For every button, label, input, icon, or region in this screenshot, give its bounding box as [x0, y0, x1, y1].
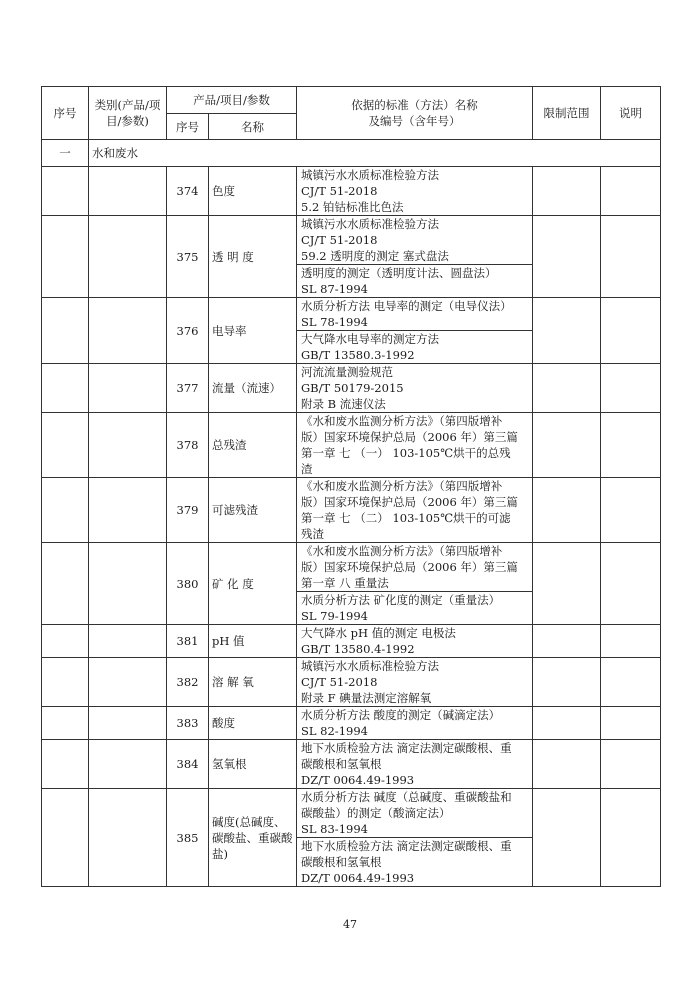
standard-line: 附录 B 流速仪法 — [301, 397, 386, 411]
standard-line: 地下水质检验方法 滴定法测定碳酸根、重 — [301, 839, 512, 853]
standard-cell — [297, 592, 533, 625]
note-cell — [601, 478, 661, 543]
item-name: 溶 解 氧 — [209, 658, 297, 707]
category-cell — [89, 298, 167, 364]
header-seq: 序号 — [42, 87, 89, 140]
category-cell — [89, 216, 167, 298]
item-number: 382 — [167, 658, 209, 707]
standard-line: SL 83-1994 — [301, 822, 368, 836]
standard-line: CJ/T 51-2018 — [301, 675, 378, 689]
header-standard-line2: 及编号（含年号） — [368, 114, 461, 128]
standard-cell — [297, 265, 533, 298]
standard-line: 版）国家环境保护总局（2006 年）第三篇 — [301, 430, 518, 444]
item-number: 384 — [167, 740, 209, 789]
standard-line: 版）国家环境保护总局（2006 年）第三篇 — [301, 495, 518, 509]
note-cell — [601, 364, 661, 413]
standard-cell — [297, 478, 533, 543]
item-name: 碱度(总碱度、碳酸盐、重碳酸盐) — [209, 789, 297, 887]
standard-cell — [297, 625, 533, 658]
limit-cell — [533, 625, 601, 658]
header-standard — [297, 87, 533, 140]
item-name: 氢氧根 — [209, 740, 297, 789]
item-number: 379 — [167, 478, 209, 543]
standard-cell — [297, 331, 533, 364]
header-standard-line1: 依据的标准（方法）名称 — [351, 98, 478, 112]
limit-cell — [533, 789, 601, 887]
standard-cell — [297, 838, 533, 887]
standard-line: 水质分析方法 矿化度的测定（重量法） — [301, 593, 501, 607]
standard-line: DZ/T 0064.49-1993 — [301, 871, 415, 885]
item-number: 380 — [167, 543, 209, 625]
standard-cell — [297, 740, 533, 789]
header-product-group: 产品/项目/参数 — [167, 87, 297, 114]
table-row — [42, 413, 661, 478]
item-number: 376 — [167, 298, 209, 364]
limit-cell — [533, 658, 601, 707]
note-cell — [601, 543, 661, 625]
limit-cell — [533, 543, 601, 625]
item-name: 总残渣 — [209, 413, 297, 478]
standard-line: DZ/T 0064.49-1993 — [301, 773, 415, 787]
table-row — [42, 658, 661, 707]
seq-cell — [42, 413, 89, 478]
category-cell — [89, 625, 167, 658]
standard-line: 第一章 七 （一） 103-105℃烘干的总残 — [301, 446, 511, 460]
standard-line: 《水和废水监测分析方法》（第四版增补 — [301, 544, 503, 558]
standard-line: 渣 — [301, 462, 313, 476]
seq-cell — [42, 298, 89, 364]
item-number: 378 — [167, 413, 209, 478]
standard-cell — [297, 167, 533, 216]
table-row — [42, 298, 661, 331]
table-row — [42, 740, 661, 789]
page-number: 47 — [343, 918, 357, 931]
table-row — [42, 625, 661, 658]
standard-line: CJ/T 51-2018 — [301, 184, 378, 198]
standard-line: 大气降水 pH 值的测定 电极法 — [301, 626, 456, 640]
standard-cell — [297, 707, 533, 740]
note-cell — [601, 789, 661, 887]
standard-line: 水质分析方法 酸度的测定（碱滴定法） — [301, 708, 501, 722]
standard-line: 碳酸根和氢氧根 — [301, 757, 382, 771]
item-name: 酸度 — [209, 707, 297, 740]
seq-cell — [42, 216, 89, 298]
standards-table — [41, 86, 661, 887]
standard-line: 版）国家环境保护总局（2006 年）第三篇 — [301, 560, 518, 574]
item-name: 可滤残渣 — [209, 478, 297, 543]
standard-cell — [297, 298, 533, 331]
standard-line: SL 79-1994 — [301, 609, 368, 623]
seq-cell — [42, 478, 89, 543]
table-row — [42, 478, 661, 543]
section-label: 水和废水 — [89, 140, 661, 167]
item-number: 377 — [167, 364, 209, 413]
table-row — [42, 543, 661, 592]
category-cell — [89, 707, 167, 740]
standard-line: 透明度的测定（透明度计法、圆盘法） — [301, 266, 497, 280]
note-cell — [601, 740, 661, 789]
category-cell — [89, 167, 167, 216]
seq-cell — [42, 707, 89, 740]
table-row — [42, 789, 661, 838]
seq-cell — [42, 543, 89, 625]
standard-cell — [297, 216, 533, 265]
limit-cell — [533, 364, 601, 413]
header-note: 说明 — [601, 87, 661, 140]
header-name: 名称 — [209, 114, 297, 140]
limit-cell — [533, 413, 601, 478]
header-limit: 限制范围 — [533, 87, 601, 140]
standard-line: 城镇污水水质标准检验方法 — [301, 659, 439, 673]
standard-line: 水质分析方法 电导率的测定（电导仪法） — [301, 299, 512, 313]
item-name: pH 值 — [209, 625, 297, 658]
standard-line: 附录 F 碘量法测定溶解氧 — [301, 691, 432, 705]
standard-cell — [297, 364, 533, 413]
item-number: 375 — [167, 216, 209, 298]
category-cell — [89, 740, 167, 789]
standard-line: 《水和废水监测分析方法》（第四版增补 — [301, 479, 503, 493]
standard-line: 水质分析方法 碱度（总碱度、重碳酸盐和 — [301, 790, 512, 804]
standard-line: 第一章 八 重量法 — [301, 576, 389, 590]
standard-cell — [297, 543, 533, 592]
category-cell — [89, 789, 167, 887]
limit-cell — [533, 216, 601, 298]
standard-line: CJ/T 51-2018 — [301, 233, 378, 247]
item-number: 374 — [167, 167, 209, 216]
standard-line: SL 78-1994 — [301, 315, 368, 329]
seq-cell — [42, 167, 89, 216]
table-body — [42, 140, 661, 887]
item-number: 383 — [167, 707, 209, 740]
standard-line: 《水和废水监测分析方法》（第四版增补 — [301, 414, 503, 428]
standard-line: GB/T 13580.4-1992 — [301, 642, 415, 656]
standard-line: 地下水质检验方法 滴定法测定碳酸根、重 — [301, 741, 512, 755]
standard-line: GB/T 50179-2015 — [301, 381, 404, 395]
category-cell — [89, 413, 167, 478]
item-name: 透 明 度 — [209, 216, 297, 298]
standard-line: GB/T 13580.3-1992 — [301, 348, 415, 362]
table-row — [42, 364, 661, 413]
standard-line: 碳酸盐）的测定（酸滴定法） — [301, 806, 451, 820]
standard-line: 河流流量测验规范 — [301, 365, 393, 379]
standard-line: 碳酸根和氢氧根 — [301, 855, 382, 869]
section-row — [42, 140, 661, 167]
category-cell — [89, 658, 167, 707]
seq-cell — [42, 625, 89, 658]
item-name: 电导率 — [209, 298, 297, 364]
standard-line: 第一章 七 （二） 103-105℃烘干的可滤 — [301, 511, 511, 525]
category-cell — [89, 478, 167, 543]
standard-line: 大气降水电导率的测定方法 — [301, 332, 439, 346]
note-cell — [601, 167, 661, 216]
table-row — [42, 707, 661, 740]
note-cell — [601, 625, 661, 658]
standard-line: 残渣 — [301, 527, 324, 541]
standard-cell — [297, 658, 533, 707]
seq-cell — [42, 364, 89, 413]
standard-cell — [297, 789, 533, 838]
table-row — [42, 216, 661, 265]
standard-line: SL 87-1994 — [301, 282, 368, 296]
note-cell — [601, 413, 661, 478]
standard-line: 城镇污水水质标准检验方法 — [301, 168, 439, 182]
note-cell — [601, 658, 661, 707]
category-cell — [89, 364, 167, 413]
standard-line: 59.2 透明度的测定 塞式盘法 — [301, 249, 449, 263]
note-cell — [601, 298, 661, 364]
seq-cell — [42, 740, 89, 789]
standard-cell — [297, 413, 533, 478]
item-name: 矿 化 度 — [209, 543, 297, 625]
item-name: 流量（流速） — [209, 364, 297, 413]
seq-cell — [42, 658, 89, 707]
limit-cell — [533, 478, 601, 543]
section-index: 一 — [42, 140, 89, 167]
limit-cell — [533, 707, 601, 740]
limit-cell — [533, 167, 601, 216]
header-category: 类别(产品/项目/参数) — [89, 87, 167, 140]
note-cell — [601, 707, 661, 740]
item-number: 381 — [167, 625, 209, 658]
standard-line: 城镇污水水质标准检验方法 — [301, 217, 439, 231]
item-number: 385 — [167, 789, 209, 887]
seq-cell — [42, 789, 89, 887]
table-row — [42, 167, 661, 216]
limit-cell — [533, 298, 601, 364]
category-cell — [89, 543, 167, 625]
item-name: 色度 — [209, 167, 297, 216]
standard-line: 5.2 铂钴标准比色法 — [301, 200, 404, 214]
limit-cell — [533, 740, 601, 789]
header-sub-seq: 序号 — [167, 114, 209, 140]
note-cell — [601, 216, 661, 298]
standard-line: SL 82-1994 — [301, 724, 368, 738]
